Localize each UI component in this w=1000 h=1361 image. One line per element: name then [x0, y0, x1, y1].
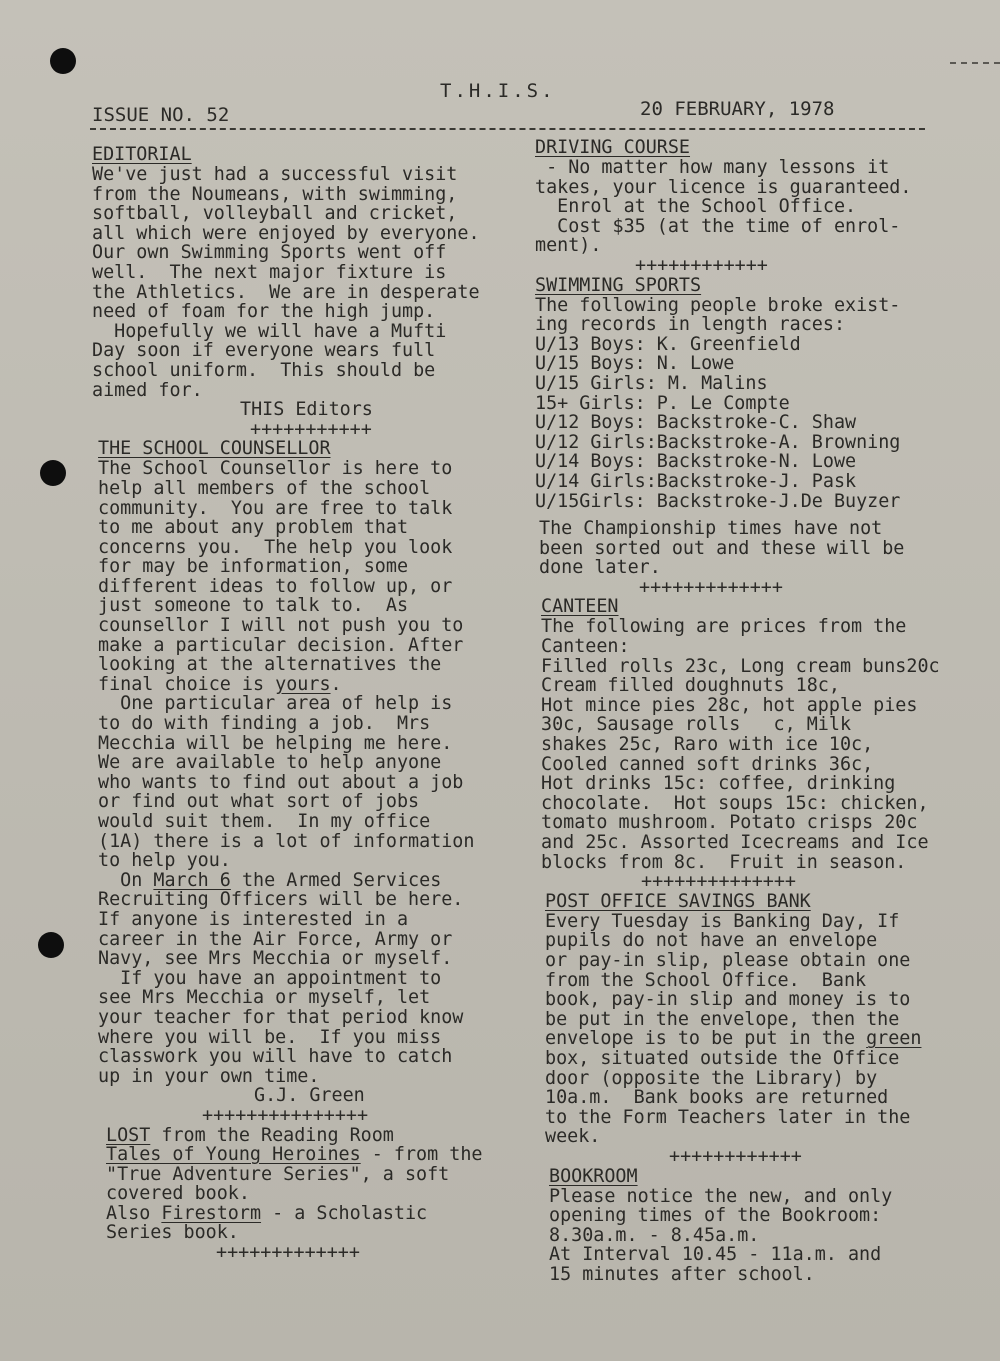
counsellor-line: up in your own time.: [98, 1065, 320, 1087]
counsellor-line: help all members of the school: [98, 477, 431, 499]
bank-line: book, pay-in slip and money is to: [545, 989, 911, 1011]
book-title: Firestorm: [161, 1202, 262, 1224]
price-line: Filled rolls 23c, Long cream buns20c: [541, 655, 940, 677]
bank-heading: POST OFFICE SAVINGS BANK: [545, 890, 811, 912]
price-line: 30c, Sausage rolls c, Milk: [541, 714, 852, 736]
driving-line: Enrol at the School Office.: [535, 196, 857, 218]
editorial-line: from the Noumeans, with swimming,: [92, 183, 458, 205]
counsellor-line: [98, 675, 532, 695]
editorial-line: Our own Swimming Sports went off: [92, 242, 447, 264]
record-entry: 15+ Girls: P. Le Compte: [535, 392, 790, 414]
lost-line: Series book.: [106, 1222, 239, 1244]
price-line: Hot mince pies 28c, hot apple pies: [541, 694, 918, 716]
swimming-line: The Championship times have not: [539, 518, 883, 540]
counsellor-section: [98, 439, 532, 1125]
bank-section: [545, 892, 985, 1167]
bank-line: [545, 1029, 985, 1049]
counsellor-line: We are available to help anyone: [98, 752, 442, 774]
editorial-line: need of foam for the high jump.: [92, 301, 436, 323]
book-title: Tales of Young Heroines: [106, 1144, 361, 1166]
counsellor-line: to me about any problem that: [98, 517, 409, 539]
bookroom-line: 15 minutes after school.: [549, 1263, 815, 1285]
lost-heading: LOST: [106, 1124, 151, 1146]
lost-line: [106, 1204, 532, 1224]
bookroom-line: Please notice the new, and only: [549, 1185, 893, 1207]
driving-line: - No matter how many lessons it: [535, 157, 890, 178]
punch-hole-bottom: [38, 932, 64, 958]
counsellor-line: classwork you will have to catch: [98, 1046, 453, 1068]
counsellor-line: make a particular decision. After: [98, 634, 464, 656]
bank-line: from the School Office. Bank: [545, 969, 867, 991]
editorial-line: Day soon if everyone wears full: [92, 340, 436, 362]
counsellor-line: Navy, see Mrs Mecchia or myself.: [98, 948, 453, 970]
counsellor-line: for may be information, some: [98, 556, 409, 578]
record-entry: U/14 Girls:Backstroke-J. Pask: [535, 470, 857, 492]
price-line: chocolate. Hot soups 15c: chicken,: [541, 792, 929, 814]
right-column: [535, 138, 985, 1284]
lost-section: [106, 1126, 532, 1263]
lost-line: "True Adventure Series", a soft: [106, 1163, 450, 1185]
record-entry: U/12 Boys: Backstroke-C. Shaw: [535, 412, 857, 434]
canteen-section: [541, 597, 985, 891]
counsellor-line: to do with finding a job. Mrs: [98, 713, 431, 735]
masthead: [0, 0, 1000, 140]
text-fragment: Also: [106, 1202, 162, 1224]
swimming-line: done later.: [539, 557, 661, 579]
counsellor-line: The School Counsellor is here to: [98, 458, 453, 480]
bank-line: be put in the envelope, then the: [545, 1008, 900, 1030]
swimming-heading: SWIMMING SPORTS: [535, 274, 702, 296]
section-separator: ++++++++++++++: [641, 871, 797, 893]
lost-line: covered book.: [106, 1183, 250, 1205]
counsellor-line: career in the Air Force, Army or: [98, 928, 453, 950]
bank-line: 10a.m. Bank books are returned: [545, 1087, 889, 1109]
record-entry: U/14 Boys: Backstroke-N. Lowe: [535, 451, 857, 473]
counsellor-line: If anyone is interested in a: [98, 908, 409, 930]
text-fragment: the Armed Services: [230, 869, 442, 891]
editorial-line: the Athletics. We are in desperate: [92, 281, 480, 303]
counsellor-line: looking at the alternatives the: [98, 654, 442, 676]
bookroom-line: At Interval 10.45 - 11a.m. and: [549, 1244, 882, 1266]
issue-number: ISSUE NO. 52: [92, 104, 230, 126]
bookroom-heading: BOOKROOM: [549, 1165, 638, 1187]
text-fragment: - from the: [360, 1144, 483, 1166]
counsellor-line: your teacher for that period know: [98, 1006, 464, 1028]
driving-line: ment).: [535, 235, 602, 257]
underlined-date: March 6: [153, 869, 231, 891]
bank-line: to the Form Teachers later in the: [545, 1106, 911, 1128]
record-entry: U/13 Boys: K. Greenfield: [535, 333, 801, 355]
counsellor-line: would suit them. In my office: [98, 811, 431, 832]
counsellor-line: just someone to talk to. As: [98, 595, 409, 617]
editorial-line: all which were enjoyed by everyone.: [92, 222, 480, 244]
editorial-line: aimed for.: [92, 379, 203, 401]
counsellor-line: different ideas to follow up, or: [98, 575, 453, 597]
text-fragment: .: [330, 673, 342, 695]
driving-line: Cost $35 (at the time of enrol-: [535, 215, 901, 237]
price-line: Cream filled doughnuts 18c,: [541, 675, 840, 697]
price-line: tomato mushroom. Potato crisps 20c: [541, 812, 918, 834]
bank-line: box, situated outside the Office: [545, 1047, 900, 1069]
editorial-line: softball, volleyball and cricket,: [92, 203, 458, 225]
canteen-line: Canteen:: [541, 636, 630, 658]
text-fragment: final choice is: [98, 673, 276, 695]
swimming-line: ing records in length races:: [535, 314, 846, 336]
canteen-heading: CANTEEN: [541, 596, 619, 618]
swimming-section: [535, 276, 985, 598]
bank-line: or pay-in slip, please obtain one: [545, 949, 911, 971]
editorial-line: Hopefully we will have a Mufti: [92, 320, 447, 342]
section-separator: +++++++++++++++: [202, 1104, 369, 1126]
record-entry: U/15 Boys: N. Lowe: [535, 353, 735, 375]
record-entry: U/15Girls: Backstroke-J.De Buyzer: [535, 490, 901, 512]
canteen-line: The following are prices from the: [541, 616, 907, 638]
record-entry: U/15 Girls: M. Malins: [535, 372, 768, 394]
counsellor-line: concerns you. The help you look: [98, 536, 453, 558]
driving-heading: DRIVING COURSE: [535, 137, 691, 158]
counsellor-line: If you have an appointment to: [98, 967, 442, 989]
text-fragment: - a Scholastic: [261, 1202, 428, 1224]
counsellor-line: see Mrs Mecchia or myself, let: [98, 987, 431, 1009]
section-separator: ++++++++++++: [669, 1145, 802, 1167]
text-fragment: from the Reading Room: [150, 1124, 394, 1146]
text-fragment: envelope is to be put in the: [545, 1028, 867, 1050]
left-column: [92, 145, 532, 1263]
counsellor-line: (1A) there is a lot of information: [98, 830, 475, 852]
section-separator: +++++++++++: [250, 418, 372, 440]
punch-hole-middle: [40, 460, 66, 486]
bank-line: week.: [545, 1126, 601, 1148]
counsellor-line: counsellor I will not push you to: [98, 615, 464, 637]
swimming-line: been sorted out and these will be: [539, 537, 905, 559]
bookroom-line: opening times of the Bookroom:: [549, 1205, 882, 1227]
counsellor-line: Mecchia will be helping me here.: [98, 732, 453, 754]
record-entry: U/12 Girls:Backstroke-A. Browning: [535, 431, 901, 453]
counsellor-heading: THE SCHOOL COUNSELLOR: [98, 438, 331, 460]
counsellor-line: who wants to find out about a job: [98, 771, 464, 793]
section-separator: ++++++++++++: [635, 254, 768, 276]
section-separator: +++++++++++++: [216, 1242, 360, 1264]
price-line: and 25c. Assorted Icecreams and Ice: [541, 832, 929, 853]
newsletter-title: T.H.I.S.: [440, 80, 556, 102]
issue-date: 20 FEBRUARY, 1978: [640, 98, 835, 120]
underlined-word: yours: [275, 673, 331, 695]
counsellor-line: community. You are free to talk: [98, 497, 453, 519]
editorial-line: We've just had a successful visit: [92, 164, 458, 185]
lost-line: [106, 1126, 532, 1146]
bookroom-section: [549, 1167, 985, 1285]
counsellor-line: [98, 871, 532, 891]
price-line: blocks from 8c. Fruit in season.: [541, 851, 907, 873]
editorial-line: well. The next major fixture is: [92, 261, 447, 283]
counsellor-line: to help you.: [98, 850, 231, 872]
bank-line: pupils do not have an envelope: [545, 930, 878, 952]
driving-section: [535, 138, 985, 276]
price-line: Hot drinks 15c: coffee, drinking: [541, 773, 896, 795]
bank-line: door (opposite the Library) by: [545, 1067, 878, 1089]
swimming-line: The following people broke exist-: [535, 294, 901, 316]
counsellor-line: One particular area of help is: [98, 693, 453, 715]
bank-line: Every Tuesday is Banking Day, If: [545, 910, 900, 932]
editorial-signoff: THIS Editors: [240, 399, 373, 421]
editorial-heading: EDITORIAL: [92, 144, 192, 165]
counsellor-line: where you will be. If you miss: [98, 1026, 442, 1048]
price-line: shakes 25c, Raro with ice 10c,: [541, 734, 874, 756]
counsellor-signoff: G.J. Green: [254, 1085, 365, 1107]
driving-line: takes, your licence is guaranteed.: [535, 176, 912, 198]
counsellor-line: Recruiting Officers will be here.: [98, 889, 464, 911]
text-fragment: On: [98, 869, 154, 891]
bookroom-line: 8.30a.m. - 8.45a.m.: [549, 1224, 760, 1246]
masthead-rule: [90, 128, 925, 130]
underlined-word: green: [866, 1028, 922, 1050]
section-separator: +++++++++++++: [639, 576, 783, 598]
price-line: Cooled canned soft drinks 36c,: [541, 753, 874, 775]
counsellor-line: or find out what sort of jobs: [98, 791, 420, 813]
editorial-section: [92, 145, 532, 439]
lost-line: [106, 1145, 532, 1165]
editorial-line: school uniform. This should be: [92, 359, 436, 381]
